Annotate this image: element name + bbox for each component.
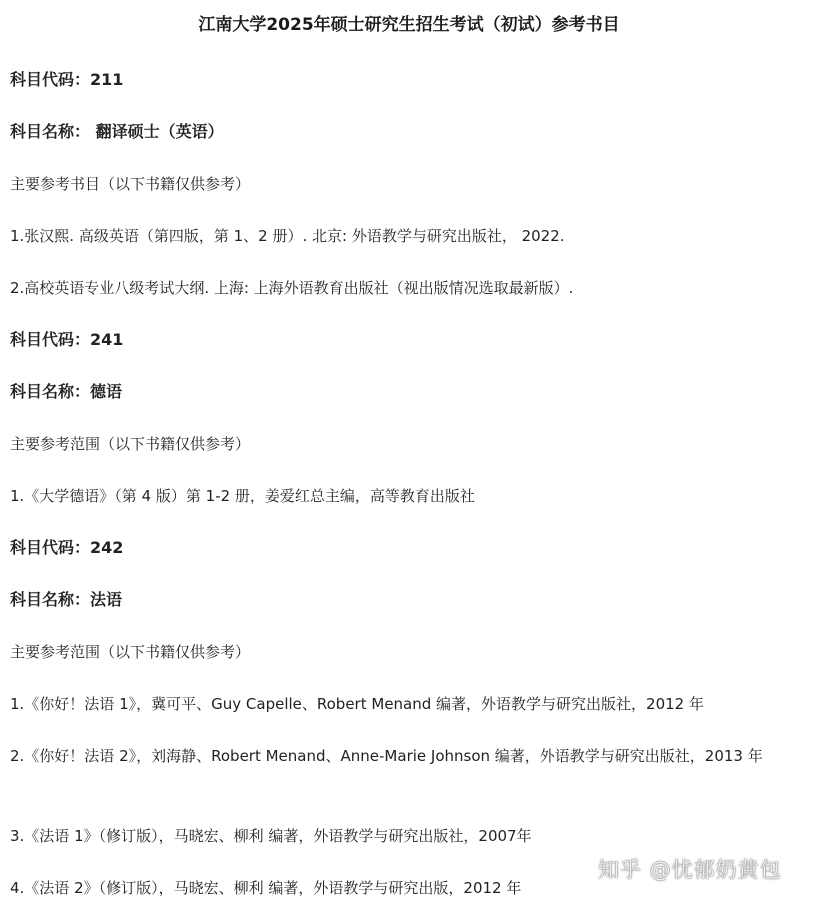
reference-heading-211: 主要参考书目（以下书籍仅供参考） [10,175,251,193]
reference-item-211-2: 2.高校英语专业八级考试大纲. 上海: 上海外语教育出版社（视出版情况选取最新版）. [10,279,574,297]
reference-item-211-1: 1.张汉熙. 高级英语（第四版，第 1、2 册）. 北京: 外语教学与研究出版社， 2022. [10,227,565,245]
reference-item-242-4: 4.《法语 2》（修订版），马晓宏、柳利 编著，外语教学与研究出版，2012 年 [10,879,522,897]
subject-code-211: 科目代码：211 [10,70,124,89]
subject-name-211: 科目名称： 翻译硕士（英语） [10,122,224,141]
reference-item-242-1: 1.《你好！法语 1》，冀可平、Guy Capelle、Robert Menand 编著，外语教学与研究出版社，2012 年 [10,695,704,713]
subject-code-242: 科目代码：242 [10,538,124,557]
zhihu-watermark: 知乎 @忧郁奶黄包 [598,858,782,882]
subject-code-241: 科目代码：241 [10,330,124,349]
reference-heading-241: 主要参考范围（以下书籍仅供参考） [10,435,251,453]
reference-item-242-2: 2.《你好！法语 2》，刘海静、Robert Menand、Anne-Marie Johnson 编著，外语教学与研究出版社，2013 年 [10,747,763,765]
reference-item-241-1: 1.《大学德语》（第 4 版）第 1-2 册，姜爱红总主编，高等教育出版社 [10,487,475,505]
reference-heading-242: 主要参考范围（以下书籍仅供参考） [10,643,251,661]
subject-name-242: 科目名称：法语 [10,590,123,609]
reference-item-242-3: 3.《法语 1》（修订版），马晓宏、柳利 编著，外语教学与研究出版社，2007年 [10,827,532,845]
document-title: 江南大学2025年硕士研究生招生考试（初试）参考书目 [198,15,620,35]
subject-name-241: 科目名称：德语 [10,382,123,401]
